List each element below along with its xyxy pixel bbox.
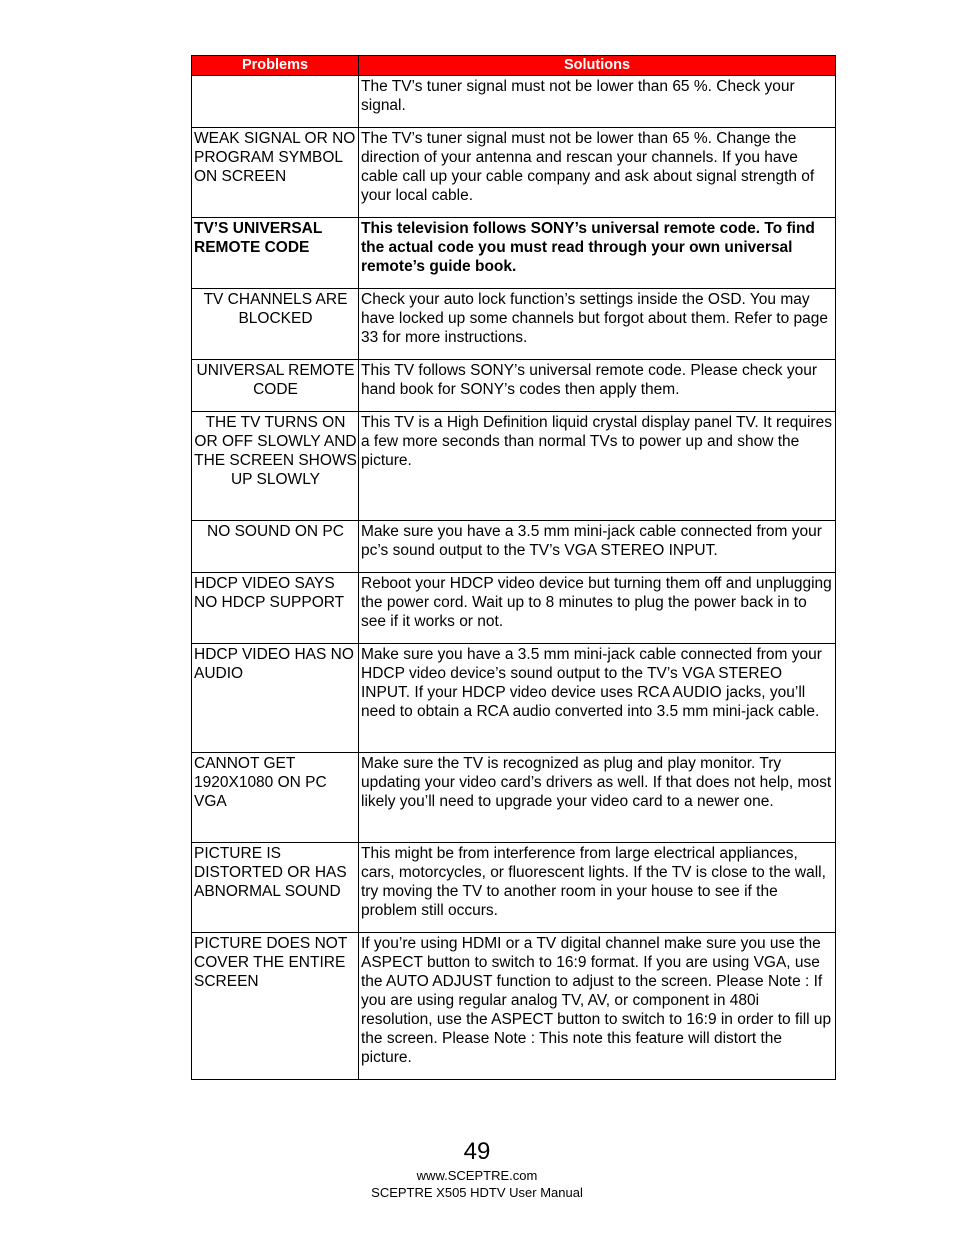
problem-cell: UNIVERSAL REMOTE CODE [192,360,359,412]
problem-cell [192,76,359,128]
solution-cell: This TV is a High Definition liquid crystal display panel TV. It requires a few more seconds than normal TVs to power up and show the picture. [359,412,836,521]
problem-cell: TV’S UNIVERSAL REMOTE CODE [192,218,359,289]
table-row [192,521,836,573]
table-row [192,644,836,753]
solution-cell: This television follows SONY’s universal remote code. To find the actual code you must read through your own universal remote’s guide book. [359,218,836,289]
manual-title: SCEPTRE X505 HDTV User Manual [371,1185,583,1200]
problem-cell: PICTURE IS DISTORTED OR HAS ABNORMAL SOUND [192,843,359,933]
problem-cell: HDCP VIDEO HAS NO AUDIO [192,644,359,753]
solutions-header: Solutions [359,56,836,76]
solution-cell: If you’re using HDMI or a TV digital channel make sure you use the ASPECT button to switch to 16:9 format. If you are using VGA, use the AUTO ADJUST function to adjust to the screen. Please Note : If you are using regular analog TV, AV, or component in 480i resolution, use the ASPECT button to switch to 16:9 in order to fill up the screen. Please Note : This note this feature will distort the picture. [359,933,836,1080]
table-header-row [192,56,836,76]
table-row [192,360,836,412]
table-row [192,128,836,218]
table-row [192,218,836,289]
table-row [192,843,836,933]
problems-header: Problems [192,56,359,76]
problem-cell: TV CHANNELS ARE BLOCKED [192,289,359,360]
solution-cell: This TV follows SONY’s universal remote code. Please check your hand book for SONY’s codes then apply them. [359,360,836,412]
table-row [192,289,836,360]
solution-cell: Make sure the TV is recognized as plug and play monitor. Try updating your video card’s drivers as well. If that does not help, most likely you’ll need to upgrade your video card to a newer one. [359,753,836,843]
website-text: www.SCEPTRE.com [416,1168,538,1183]
problem-cell: HDCP VIDEO SAYS NO HDCP SUPPORT [192,573,359,644]
table-row [192,933,836,1080]
solution-cell: Make sure you have a 3.5 mm mini-jack cable connected from your pc’s sound output to the TV’s VGA STEREO INPUT. [359,521,836,573]
table-row [192,76,836,128]
solution-cell: This might be from interference from large electrical appliances, cars, motorcycles, or fluorescent lights. If the TV is close to the wall, try moving the TV to another room in your house to see if the problem still occurs. [359,843,836,933]
table-row [192,753,836,843]
solution-cell: The TV’s tuner signal must not be lower than 65 %. Change the direction of your antenna and rescan your channels. If you have cable call up your cable company and ask about signal strength of your local cable. [359,128,836,218]
solution-cell: Make sure you have a 3.5 mm mini-jack cable connected from your HDCP video device’s sound output to the TV’s VGA STEREO INPUT. If your HDCP video device uses RCA AUDIO jacks, you’ll need to obtain a RCA audio converted into 3.5 mm mini-jack cable. [359,644,836,753]
troubleshooting-table [191,55,836,1080]
solution-cell: Check your auto lock function’s settings inside the OSD. You may have locked up some channels but forgot about them. Refer to page 33 for more instructions. [359,289,836,360]
problem-cell: CANNOT GET 1920X1080 ON PC VGA [192,753,359,843]
problem-cell: PICTURE DOES NOT COVER THE ENTIRE SCREEN [192,933,359,1080]
solution-cell: The TV’s tuner signal must not be lower than 65 %. Check your signal. [359,76,836,128]
table-row [192,573,836,644]
problem-cell: NO SOUND ON PC [192,521,359,573]
table-row [192,412,836,521]
solution-cell: Reboot your HDCP video device but turning them off and unplugging the power cord. Wait up to 8 minutes to plug the power back in to see if it works or not. [359,573,836,644]
problem-cell: WEAK SIGNAL OR NO PROGRAM SYMBOL ON SCREEN [192,128,359,218]
page-number: 49 [463,1138,491,1165]
problem-cell: THE TV TURNS ON OR OFF SLOWLY AND THE SCREEN SHOWS UP SLOWLY [192,412,359,521]
